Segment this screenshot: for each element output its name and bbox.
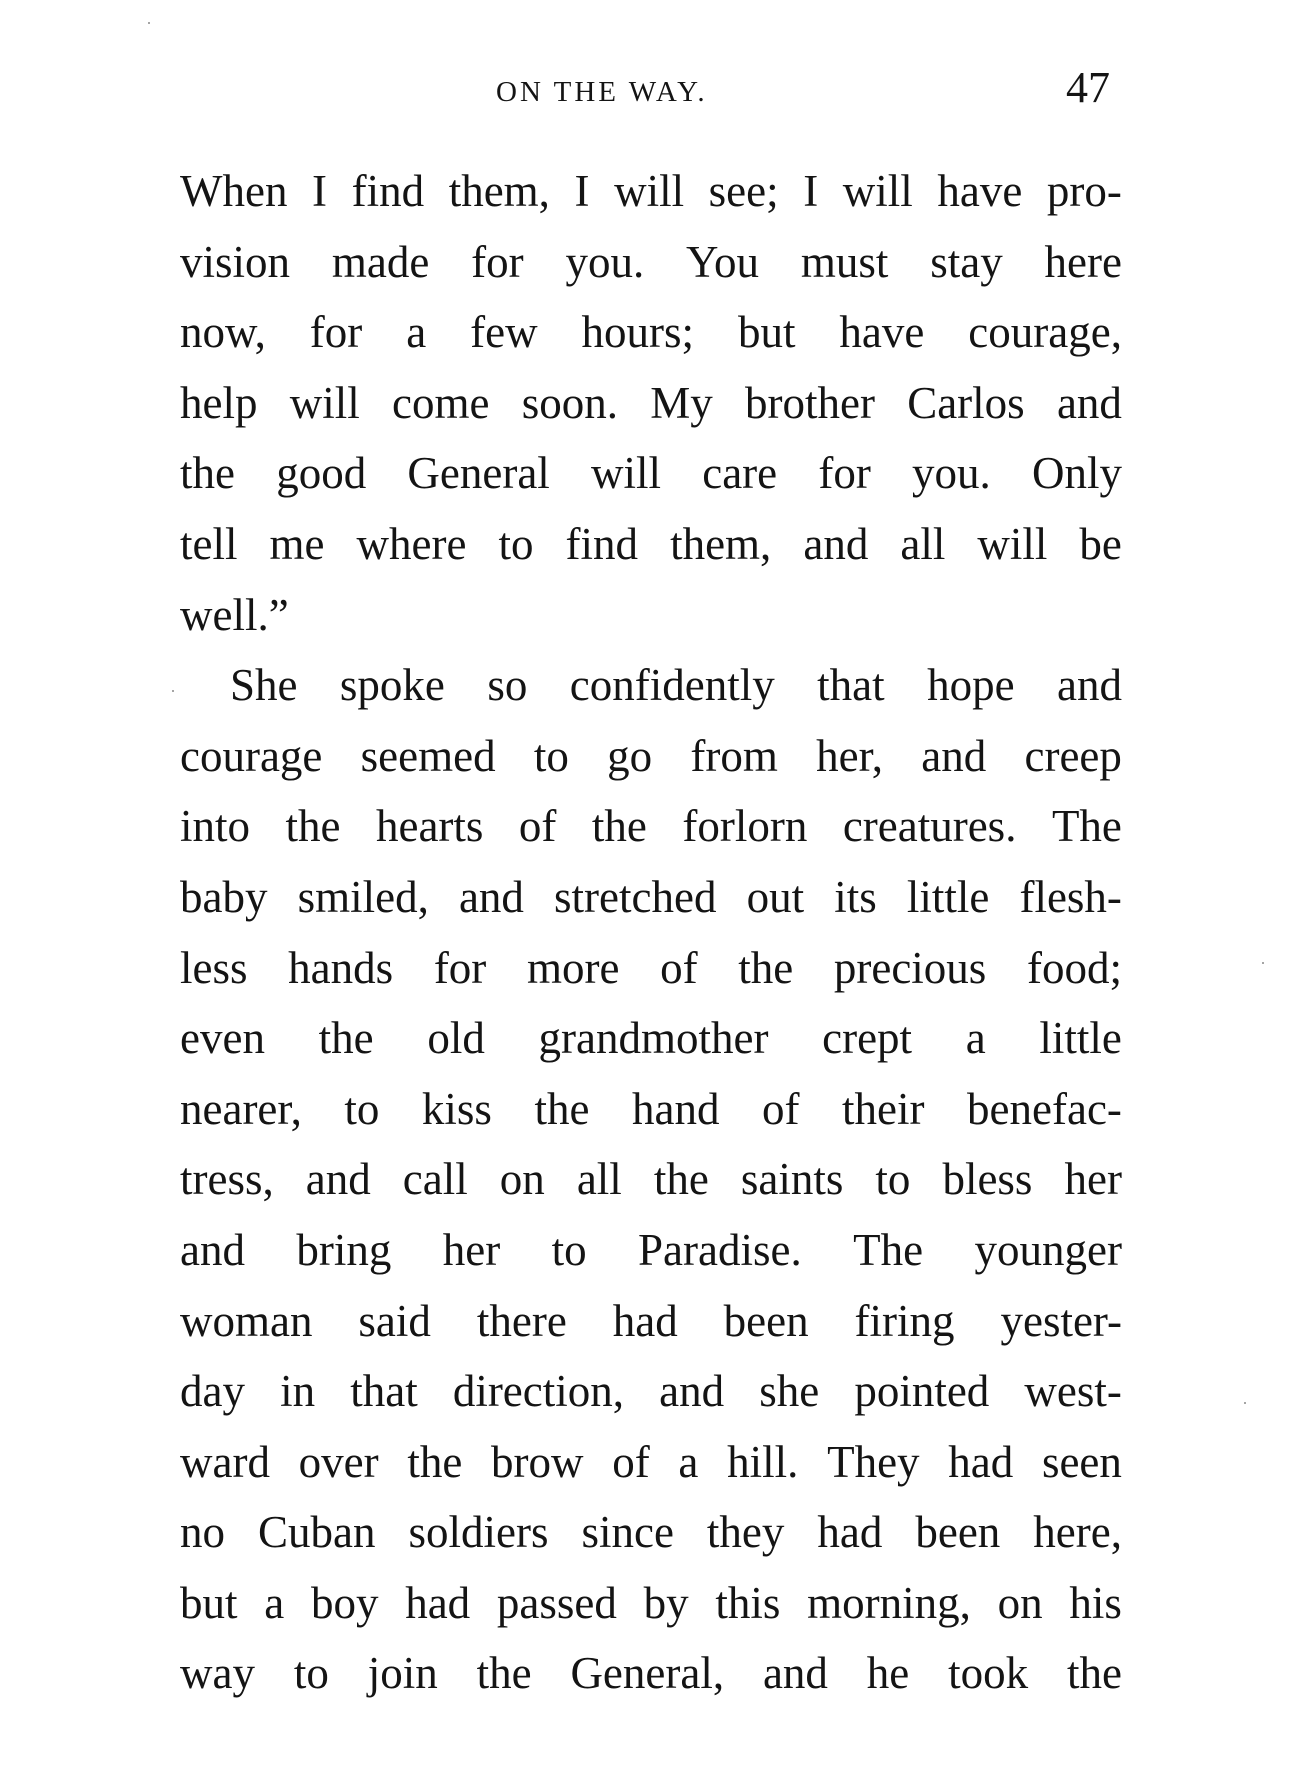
word: been: [915, 1507, 1001, 1558]
word: seemed: [360, 730, 496, 781]
text-line: [180, 791, 1122, 862]
word: saints: [740, 1154, 844, 1205]
word: and: [659, 1366, 725, 1417]
word: there: [476, 1295, 567, 1346]
word: from: [690, 730, 778, 781]
text-line: [180, 509, 1122, 580]
word: west-: [1024, 1366, 1122, 1417]
word: a: [406, 307, 427, 358]
word: more: [526, 942, 620, 993]
word: and: [305, 1154, 371, 1205]
word: hill.: [727, 1436, 799, 1487]
word: and: [180, 1224, 245, 1275]
paper-speck: [1262, 962, 1264, 964]
word: well.”: [180, 589, 289, 640]
word: to: [293, 1648, 329, 1699]
word: to: [533, 730, 569, 781]
word: be: [1079, 518, 1122, 569]
word: stretched: [554, 871, 717, 922]
word: The: [1051, 801, 1122, 852]
word: find: [351, 166, 425, 216]
word: little: [1039, 1013, 1122, 1064]
word: benefac-: [967, 1083, 1122, 1134]
text-line: [180, 721, 1122, 792]
word: on: [997, 1577, 1043, 1628]
word: its: [834, 871, 877, 922]
word: here,: [1033, 1507, 1122, 1558]
word: to: [875, 1154, 911, 1205]
text-line: [180, 1286, 1122, 1357]
word: I: [574, 166, 590, 216]
word: will: [591, 448, 662, 499]
word: hand: [632, 1083, 720, 1134]
word: and: [1056, 660, 1122, 711]
word: the: [318, 1013, 374, 1064]
word: bless: [942, 1154, 1033, 1205]
word: go: [607, 730, 653, 781]
word: soon.: [521, 377, 618, 428]
word: hope: [927, 660, 1015, 711]
text-line: [180, 1638, 1122, 1709]
paper-speck: [148, 22, 150, 24]
word: her: [442, 1224, 501, 1275]
word: crept: [822, 1013, 913, 1064]
word: precious: [833, 942, 987, 993]
word: she: [759, 1366, 820, 1417]
word: flesh-: [1019, 871, 1122, 922]
word: to: [551, 1224, 587, 1275]
word: stay: [930, 236, 1003, 287]
word: all: [900, 518, 946, 569]
word: I: [803, 166, 819, 216]
word: now,: [180, 307, 266, 358]
word: the: [1067, 1648, 1122, 1699]
word: care: [702, 448, 778, 499]
word: her: [1064, 1154, 1122, 1205]
word: boy: [310, 1577, 379, 1628]
word: on: [499, 1154, 545, 1205]
word: You: [686, 236, 760, 287]
word: since: [581, 1507, 674, 1558]
word: and: [762, 1648, 828, 1699]
word: no: [180, 1507, 225, 1558]
word: the: [180, 448, 235, 499]
word: spoke: [339, 660, 445, 711]
word: where: [356, 518, 467, 569]
word: will: [614, 166, 685, 216]
word: the: [476, 1648, 532, 1699]
word: Carlos: [907, 377, 1025, 428]
word: smiled,: [297, 871, 429, 922]
text-line: [180, 1215, 1122, 1286]
word: courage,: [968, 307, 1122, 358]
word: old: [427, 1013, 485, 1064]
word: but: [737, 307, 796, 358]
word: younger: [974, 1224, 1122, 1275]
word: help: [180, 377, 258, 428]
word: the: [653, 1154, 709, 1205]
word: find: [565, 518, 639, 569]
word: for: [309, 307, 363, 358]
word: hearts: [375, 801, 484, 852]
word: bring: [296, 1224, 392, 1275]
word: of: [612, 1436, 650, 1487]
word: into: [180, 801, 251, 852]
word: food;: [1026, 942, 1122, 993]
word: Only: [1031, 448, 1122, 499]
word: firing: [854, 1295, 955, 1346]
word: yester-: [1000, 1295, 1122, 1346]
word: hands: [288, 942, 394, 993]
word: seen: [1041, 1436, 1122, 1487]
word: will: [842, 166, 913, 216]
word: them,: [448, 166, 550, 216]
word: of: [660, 942, 698, 993]
word: hours;: [581, 307, 695, 358]
word: and: [921, 730, 987, 781]
text-line: [180, 1144, 1122, 1215]
word: a: [965, 1013, 986, 1064]
word: the: [407, 1436, 463, 1487]
word: grandmother: [538, 1013, 769, 1064]
word: confidently: [569, 660, 775, 711]
text-line: [180, 227, 1122, 298]
word: even: [180, 1013, 265, 1064]
word: will: [977, 518, 1048, 569]
word: little: [906, 871, 990, 922]
word: The: [853, 1224, 924, 1275]
word: join: [367, 1648, 438, 1699]
word: brow: [491, 1436, 584, 1487]
word: and: [458, 871, 524, 922]
word: her,: [816, 730, 884, 781]
word: this: [715, 1577, 781, 1628]
running-head: ON THE WAY.: [496, 76, 708, 108]
word: direction,: [452, 1366, 625, 1417]
word: tell: [180, 518, 238, 569]
word: that: [817, 660, 885, 711]
word: have: [937, 166, 1023, 216]
word: Paradise.: [638, 1224, 802, 1275]
word: good: [276, 448, 367, 499]
word: out: [746, 871, 805, 922]
word: of: [518, 801, 557, 852]
text-line: [180, 1568, 1122, 1639]
word: My: [650, 377, 713, 428]
word: had: [405, 1577, 471, 1628]
word: must: [800, 236, 889, 287]
word: all: [576, 1154, 622, 1205]
word: will: [289, 377, 360, 428]
word: pro-: [1046, 166, 1122, 216]
word: to: [498, 518, 534, 569]
word: so: [487, 660, 528, 711]
word: call: [402, 1154, 468, 1205]
word: vision: [180, 236, 291, 287]
word: brother: [744, 377, 875, 428]
word: and: [803, 518, 869, 569]
body-text: [180, 156, 1122, 1709]
text-line: [180, 156, 1122, 227]
word: less: [180, 942, 248, 993]
word: kiss: [421, 1083, 492, 1134]
word: and: [1056, 377, 1122, 428]
paper-speck: [172, 690, 174, 692]
word: had: [948, 1436, 1014, 1487]
word: ward: [180, 1436, 270, 1487]
text-line: [180, 580, 1122, 651]
word: pointed: [854, 1366, 990, 1417]
word: I: [312, 166, 328, 216]
paper-speck: [1244, 1402, 1246, 1404]
word: morning,: [807, 1577, 971, 1628]
word: When: [180, 166, 288, 216]
word: a: [264, 1577, 285, 1628]
text-line: [180, 862, 1122, 933]
word: took: [948, 1648, 1029, 1699]
word: here: [1044, 236, 1122, 287]
word: over: [298, 1436, 379, 1487]
word: passed: [496, 1577, 617, 1628]
word: had: [612, 1295, 678, 1346]
word: me: [269, 518, 325, 569]
word: his: [1069, 1577, 1122, 1628]
text-line: [180, 1427, 1122, 1498]
word: creatures.: [842, 801, 1017, 852]
word: made: [331, 236, 430, 287]
word: come: [392, 377, 490, 428]
word: They: [827, 1436, 920, 1487]
word: of: [762, 1083, 800, 1134]
word: see;: [708, 166, 779, 216]
word: have: [839, 307, 925, 358]
text-line: [180, 650, 1122, 721]
word: they: [706, 1507, 785, 1558]
word: day: [180, 1366, 245, 1417]
word: tress,: [180, 1154, 274, 1205]
word: but: [180, 1577, 238, 1628]
text-line: [180, 1074, 1122, 1145]
word: the: [285, 801, 341, 852]
word: General: [407, 448, 550, 499]
page-number: 47: [1066, 63, 1110, 112]
word: the: [738, 942, 794, 993]
word: for: [471, 236, 524, 287]
word: baby: [180, 871, 268, 922]
word: that: [350, 1366, 418, 1417]
word: to: [344, 1083, 380, 1134]
word: woman: [180, 1295, 313, 1346]
word: been: [723, 1295, 809, 1346]
text-line: [180, 933, 1122, 1004]
word: few: [470, 307, 538, 358]
word: by: [643, 1577, 689, 1628]
word: the: [534, 1083, 590, 1134]
word: courage: [180, 730, 323, 781]
word: in: [280, 1366, 316, 1417]
word: for: [433, 942, 487, 993]
text-line: [180, 1497, 1122, 1568]
word: you.: [565, 236, 645, 287]
text-line: [180, 438, 1122, 509]
word: said: [358, 1295, 431, 1346]
word: forlorn: [682, 801, 808, 852]
word: the: [591, 801, 647, 852]
word: Cuban: [257, 1507, 376, 1558]
text-line: [180, 1003, 1122, 1074]
word: nearer,: [180, 1083, 302, 1134]
word: General,: [570, 1648, 725, 1699]
word: for: [818, 448, 871, 499]
word: way: [180, 1648, 255, 1699]
word: them,: [670, 518, 772, 569]
word: creep: [1024, 730, 1122, 781]
word: you.: [912, 448, 991, 499]
word: he: [866, 1648, 910, 1699]
text-line: [180, 297, 1122, 368]
word: a: [678, 1436, 699, 1487]
word: their: [842, 1083, 925, 1134]
word: She: [230, 660, 298, 711]
text-line: [180, 368, 1122, 439]
text-line: [180, 1356, 1122, 1427]
word: had: [817, 1507, 883, 1558]
word: soldiers: [408, 1507, 549, 1558]
